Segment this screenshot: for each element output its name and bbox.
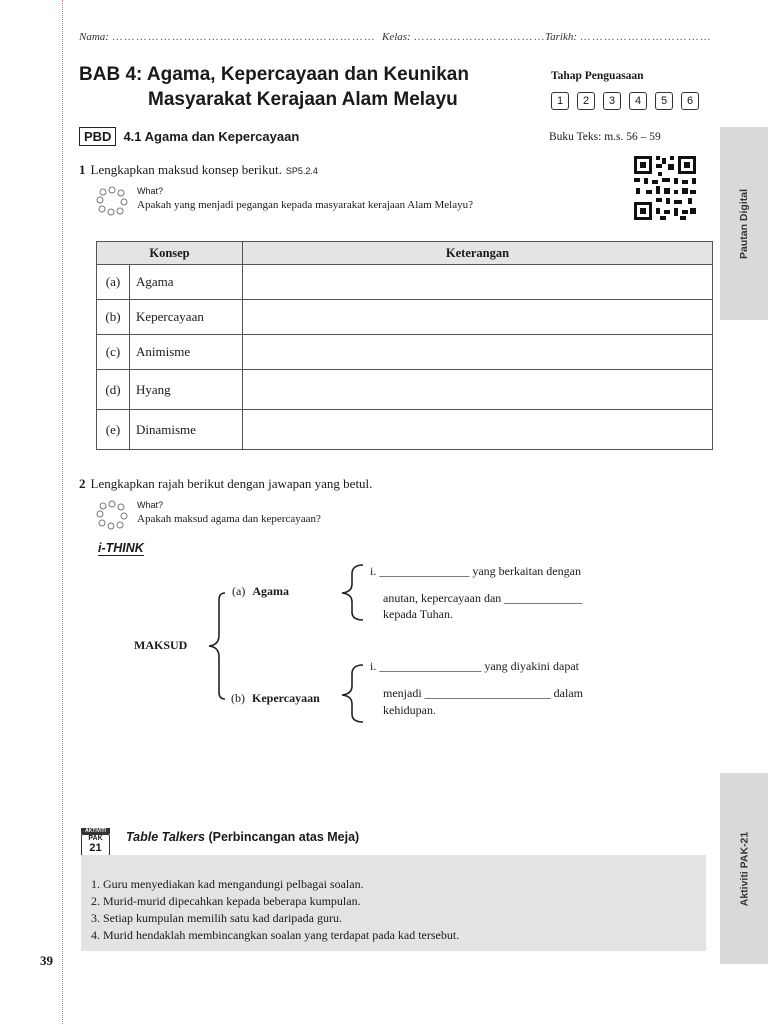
- branch-label: (b): [231, 691, 245, 705]
- agama-answer-line2[interactable]: anutan, kepercayaan dan _____________: [383, 591, 583, 605]
- agama-answer-line3: kepada Tuhan.: [383, 607, 453, 621]
- what-question: Apakah maksud agama dan kepercayaan?: [137, 513, 321, 525]
- list-item: 3. Setiap kumpulan memilih satu kad daripada guru.: [91, 911, 342, 925]
- question-number: 2: [79, 476, 86, 491]
- table-row: [97, 265, 713, 300]
- side-tab-label: Pautan Digital: [738, 188, 751, 259]
- activity-title: [126, 830, 359, 844]
- branch-name: Kepercayaan: [252, 691, 320, 705]
- tahap-label: Tahap Penguasaan: [551, 70, 644, 82]
- question-1: [79, 162, 318, 178]
- list-item: 2. Murid-murid dipecahkan kepada beberapa kumpulan.: [91, 894, 361, 908]
- row-concept: Animisme: [130, 335, 243, 370]
- activity-list: [91, 876, 459, 944]
- skill-code: SP5.2.4: [285, 166, 318, 176]
- row-label: (a): [97, 265, 130, 300]
- kelas-dots: ……………………………: [413, 31, 546, 43]
- pak21-icon-num: 21: [89, 842, 102, 854]
- kepercayaan-answer-line3: kehidupan.: [383, 703, 436, 717]
- row-concept: Hyang: [130, 370, 243, 410]
- nama-label: Nama:: [79, 31, 109, 43]
- section-heading: [79, 127, 299, 146]
- kelas-label: Kelas:: [382, 31, 411, 43]
- tahap-level-box[interactable]: 2: [577, 92, 595, 110]
- what-question: Apakah yang menjadi pegangan kepada masyarakat kerajaan Alam Melayu?: [137, 199, 473, 211]
- diagram-root: MAKSUD: [134, 638, 188, 652]
- what-label: What?: [137, 186, 164, 196]
- chapter-title-line1: BAB 4: Agama, Kepercayaan dan Keunikan: [79, 64, 469, 85]
- question-number: 1: [79, 162, 86, 177]
- row-concept: Agama: [130, 265, 243, 300]
- answer-cell[interactable]: [243, 335, 713, 370]
- answer-cell[interactable]: [243, 410, 713, 450]
- qr-code-icon[interactable]: [632, 154, 698, 222]
- pak21-icon: [81, 828, 110, 856]
- table-row: [97, 300, 713, 335]
- tarikh-label: Tarikh:: [545, 31, 577, 43]
- list-item: 4. Murid hendaklah membincangkan soalan yang terdapat pada kad tersebut.: [91, 928, 460, 942]
- table-row: [97, 335, 713, 370]
- row-label: (e): [97, 410, 130, 450]
- tarikh-field: [545, 31, 712, 43]
- answer-cell[interactable]: [243, 300, 713, 335]
- thinking-circle-icon: [96, 186, 128, 216]
- nama-dots: …………………………………………………………: [111, 31, 376, 43]
- question-2: [79, 476, 372, 492]
- section-title: 4.1 Agama dan Kepercayaan: [123, 129, 300, 144]
- tahap-level-box[interactable]: 6: [681, 92, 699, 110]
- row-label: (c): [97, 335, 130, 370]
- side-tab-label: Aktiviti PAK-21: [738, 831, 750, 906]
- tahap-level-box[interactable]: 1: [551, 92, 569, 110]
- ithink-label: i-THINK: [98, 541, 144, 555]
- pak21-icon-mid: PAK: [88, 835, 103, 842]
- tahap-boxes: [551, 92, 699, 110]
- question-text: Lengkapkan maksud konsep berikut.: [90, 162, 282, 177]
- row-label: (d): [97, 370, 130, 410]
- table-header-row: [97, 242, 713, 265]
- tahap-level-box[interactable]: 3: [603, 92, 621, 110]
- branch-label: (a): [232, 584, 246, 598]
- row-label: (b): [97, 300, 130, 335]
- branch-name: Agama: [252, 584, 289, 598]
- table-row: [97, 410, 713, 450]
- page-number: 39: [40, 953, 53, 968]
- list-item: 1. Guru menyediakan kad mengandungi pelbagai soalan.: [91, 877, 364, 891]
- table-row: [97, 370, 713, 410]
- chapter-title-line2: Masyarakat Kerajaan Alam Melayu: [148, 89, 458, 110]
- side-tab-pautan-digital[interactable]: [720, 127, 768, 320]
- side-tab-aktiviti[interactable]: [720, 773, 768, 964]
- row-concept: Dinamisme: [130, 410, 243, 450]
- konsep-table: [96, 241, 713, 450]
- answer-cell[interactable]: [243, 370, 713, 410]
- nama-field: [79, 31, 376, 43]
- tahap-level-box[interactable]: 4: [629, 92, 647, 110]
- kelas-field: [382, 31, 545, 43]
- activity-title-rest: (Perbincangan atas Meja): [204, 830, 360, 844]
- tahap-level-box[interactable]: 5: [655, 92, 673, 110]
- answer-cell[interactable]: [243, 265, 713, 300]
- margin-line: [62, 0, 63, 1024]
- kepercayaan-answer-line1[interactable]: i. _________________ yang diyakini dapat: [370, 659, 579, 673]
- row-concept: Kepercayaan: [130, 300, 243, 335]
- thinking-circle-icon: [96, 500, 128, 530]
- pbd-badge: PBD: [79, 127, 116, 146]
- kepercayaan-answer-line2[interactable]: menjadi _____________________ dalam: [383, 686, 583, 700]
- question-text: Lengkapkan rajah berikut dengan jawapan yang betul.: [90, 476, 373, 491]
- what-label: What?: [137, 500, 164, 510]
- pak21-icon-top: AKTIVITI: [81, 828, 110, 834]
- branch-b: [231, 691, 320, 706]
- branch-a: [232, 584, 289, 599]
- tarikh-dots: ……………………………: [579, 31, 712, 43]
- buku-teks-ref: Buku Teks: m.s. 56 – 59: [549, 131, 661, 143]
- column-header-konsep: Konsep: [97, 242, 243, 265]
- agama-answer-line1[interactable]: i. _______________ yang berkaitan dengan: [370, 564, 581, 578]
- activity-title-italic: Table Talkers: [126, 830, 205, 844]
- column-header-keterangan: Keterangan: [243, 242, 713, 265]
